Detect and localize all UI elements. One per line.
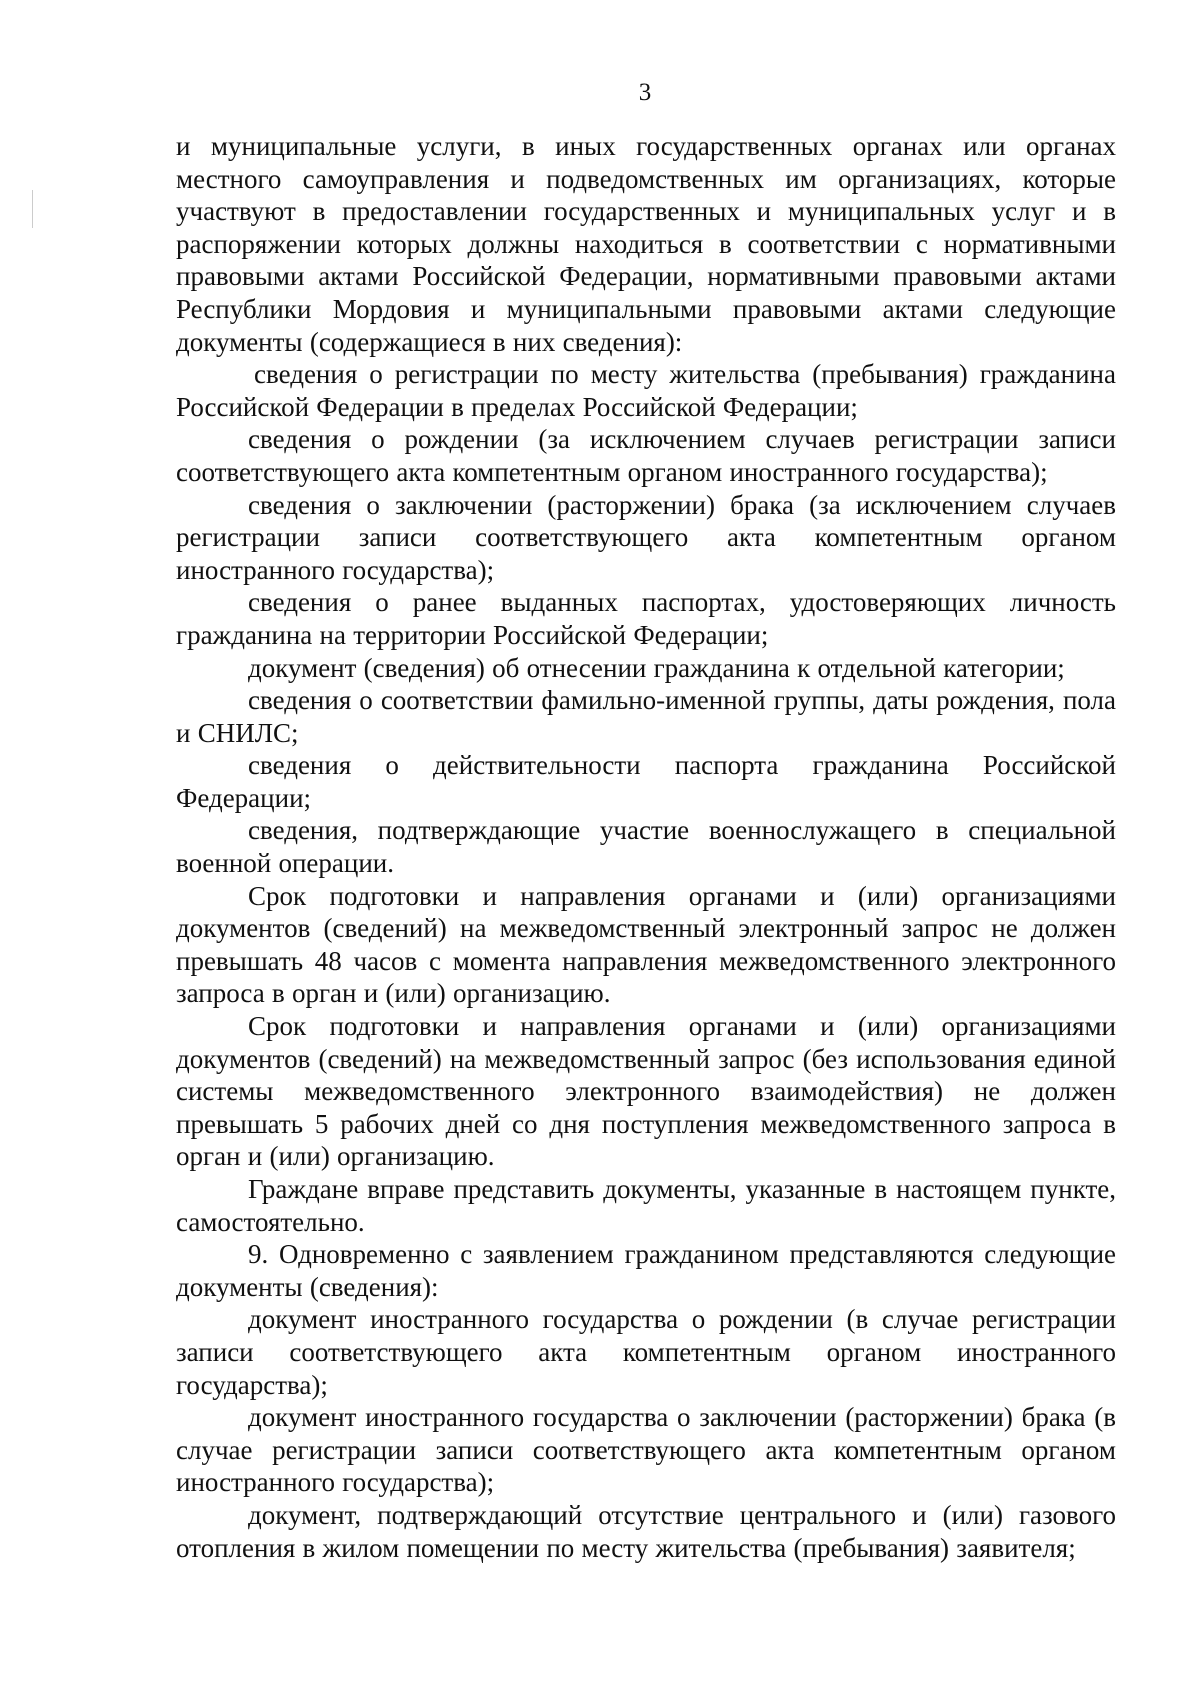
document-body	[176, 130, 1116, 1564]
page-number: 3	[638, 79, 652, 106]
list-item-heating: документ, подтверждающий отсутствие центрального и (или) газового отопления в жилом помещении по месту жительства (пребывания) заявителя;	[176, 1499, 1116, 1563]
list-item-registration: сведения о регистрации по месту жительства (пребывания) гражданина Российской Федерации в пределах Российской Федерации;	[176, 359, 1116, 422]
list-item-passports: сведения о ранее выданных паспортах, удостоверяющих личность гражданина на территории Российской Федерации;	[176, 587, 1116, 650]
list-item-birth: сведения о рождении (за исключением случаев регистрации записи соответствующего акта компетентным органом иностранного государства);	[176, 424, 1116, 487]
list-item-marriage: сведения о заключении (расторжении) брака (за исключением случаев регистрации записи соответствующего акта компетентным органом иностранного государства);	[176, 489, 1116, 585]
paragraph-electronic-deadline: Срок подготовки и направления органами и (или) организациями документов (сведений) на межведомственный электронный запрос не должен превышать 48 часов с момента направления межведомственного электронного запроса в орган и (или) организацию.	[176, 880, 1116, 1009]
list-item-passport-validity: сведения о действительности паспорта гражданина Российской Федерации;	[176, 750, 1116, 813]
list-item-foreign-birth: документ иностранного государства о рождении (в случае регистрации записи соответствующего акта компетентным органом иностранного государства);	[176, 1304, 1116, 1400]
list-item-military: сведения, подтверждающие участие военнослужащего в специальной военной операции.	[176, 815, 1116, 879]
paragraph-paper-deadline: Срок подготовки и направления органами и (или) организациями документов (сведений) на межведомственный запрос (без использования единой системы межведомственного электронного взаимодействия) не должен превышать 5 рабочих дней со дня поступления межведомственного запроса в орган и (или) организацию.	[176, 1011, 1116, 1172]
list-item-category: документ (сведения) об отнесении гражданина к отдельной категории;	[248, 652, 1065, 683]
paragraph-continuation: и муниципальные услуги, в иных государственных органах или органах местного самоуправления и подведомственных им организациях, которые участвуют в предоставлении государственных и муниципальных услуг и в распоряжении которых должны находиться в соответствии с нормативными правовыми актами Российской Федерации, нормативными правовыми актами Республики Мордовия и муниципальными правовыми актами следующие документы (содержащиеся в них сведения):	[176, 131, 1116, 357]
scan-margin-mark	[32, 190, 33, 228]
paragraph-citizen-right: Граждане вправе представить документы, указанные в настоящем пункте, самостоятельно.	[176, 1174, 1116, 1237]
paragraph-item-9: 9. Одновременно с заявлением гражданином представляются следующие документы (сведения):	[176, 1239, 1116, 1302]
list-item-foreign-marriage: документ иностранного государства о заключении (расторжении) брака (в случае регистрации записи соответствующего акта компетентным органом иностранного государства);	[176, 1402, 1116, 1498]
list-item-snils: сведения о соответствии фамильно-именной группы, даты рождения, пола и СНИЛС;	[176, 685, 1116, 748]
